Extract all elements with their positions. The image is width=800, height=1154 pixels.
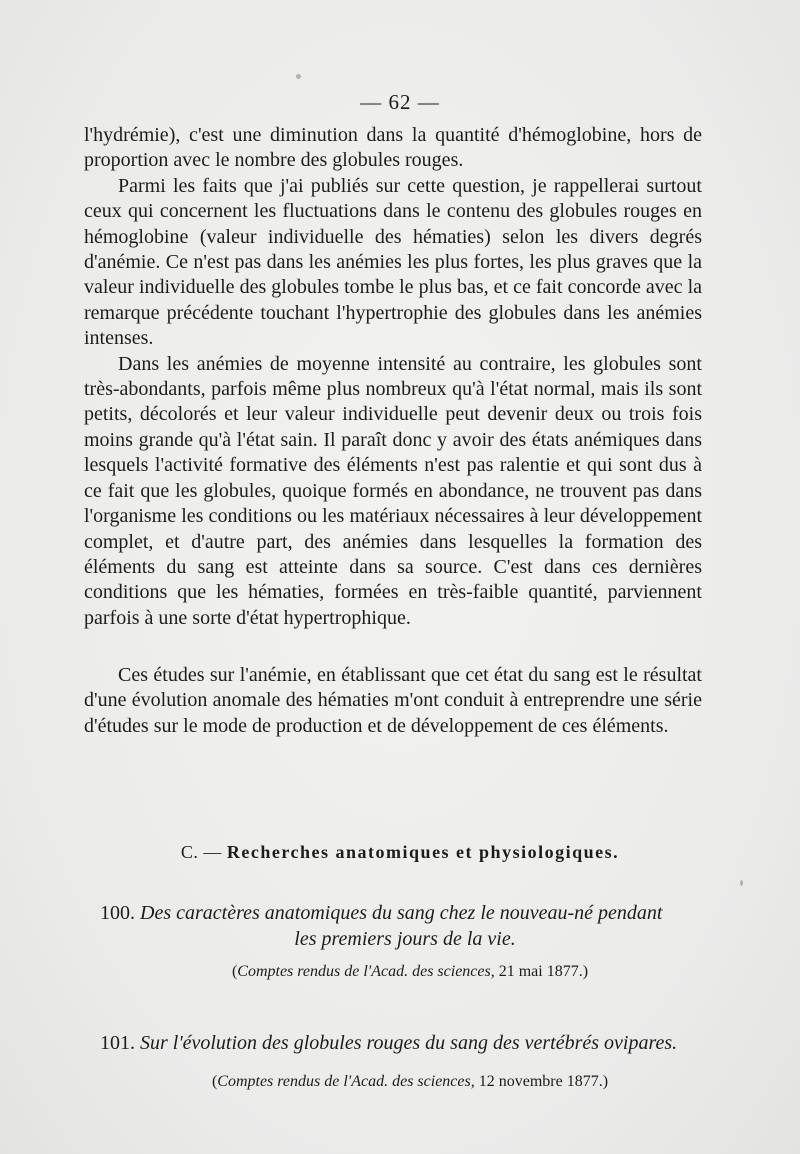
bibliography-entry (100, 1030, 710, 1056)
section-prefix: C. — (180, 842, 222, 862)
entry-reference (10, 1073, 800, 1091)
section-title: Recherches anatomiques et physiologiques. (226, 842, 620, 862)
body-text-bottom (84, 663, 702, 739)
ref-date: 12 novembre 1877.) (474, 1073, 609, 1090)
ref-open: ( (231, 963, 238, 980)
ref-date: 21 mai 1877.) (494, 963, 589, 980)
entry-number: 100. (100, 902, 135, 924)
entry-title-continued: les premiers jours de la vie. (294, 928, 516, 950)
paper-speck (740, 880, 743, 886)
paragraph: Parmi les faits que j'ai publiés sur cette question, je rappellerai surtout ceux qui concernent les fluctuations dans le contenu des globules rouges en hémoglobine (valeur individuelle des hématies) selon les divers degrés d'anémie. Ce n'est pas dans les anémies les plus fortes, les plus graves que la valeur individuelle des globules tombe le plus bas, et ce fait concorde avec la remarque précédente touchant l'hypertrophie des globules dans les anémies intenses. (84, 174, 702, 350)
entry-title: Des caractères anatomiques du sang chez le nouveau-né pendant (140, 902, 663, 924)
paragraph: Dans les anémies de moyenne intensité au contraire, les globules sont très-abondants, parfois même plus nombreux qu'à l'état normal, mais ils sont petits, décolorés et leur valeur individuelle peut devenir deux ou trois fois moins grande qu'à l'état sain. Il paraît donc y avoir des états anémiques dans lesquels l'activité formative des éléments n'est pas ralentie et qui sont dus à ce fait que les globules, quoique formés en abondance, ne trouvent pas dans l'organisme les conditions ou les matériaux nécessaires à leur développement complet, et d'autre part, des anémies dans lesquelles la formation des éléments du sang est atteinte dans sa source. C'est dans ces dernières conditions que les hématies, formées en très-faible quantité, parviennent parfois à une sorte d'état hypertrophique. (84, 352, 702, 629)
entry-title: Sur l'évolution des globules rouges du sang des vertébrés ovipares. (140, 1032, 678, 1054)
body-text-top (84, 123, 702, 631)
section-heading (0, 842, 800, 863)
page-number: — 62 — (360, 90, 440, 114)
entry-reference (10, 963, 800, 981)
ref-open: ( (211, 1073, 218, 1090)
paragraph: l'hydrémie), c'est une diminution dans la quantité d'hémoglobine, hors de proportion avec le nombre des globules rouges. (84, 124, 702, 172)
bibliography-entry (100, 900, 710, 952)
paper-speck (296, 74, 301, 79)
ref-journal: Comptes rendus de l'Acad. des sciences, (217, 1073, 475, 1090)
ref-journal: Comptes rendus de l'Acad. des sciences, (237, 963, 495, 980)
entry-number: 101. (100, 1032, 135, 1054)
paragraph: Ces études sur l'anémie, en établissant que cet état du sang est le résultat d'une évolution anomale des hématies m'ont conduit à entreprendre une série d'études sur le mode de production et de développement de ces éléments. (84, 664, 702, 737)
